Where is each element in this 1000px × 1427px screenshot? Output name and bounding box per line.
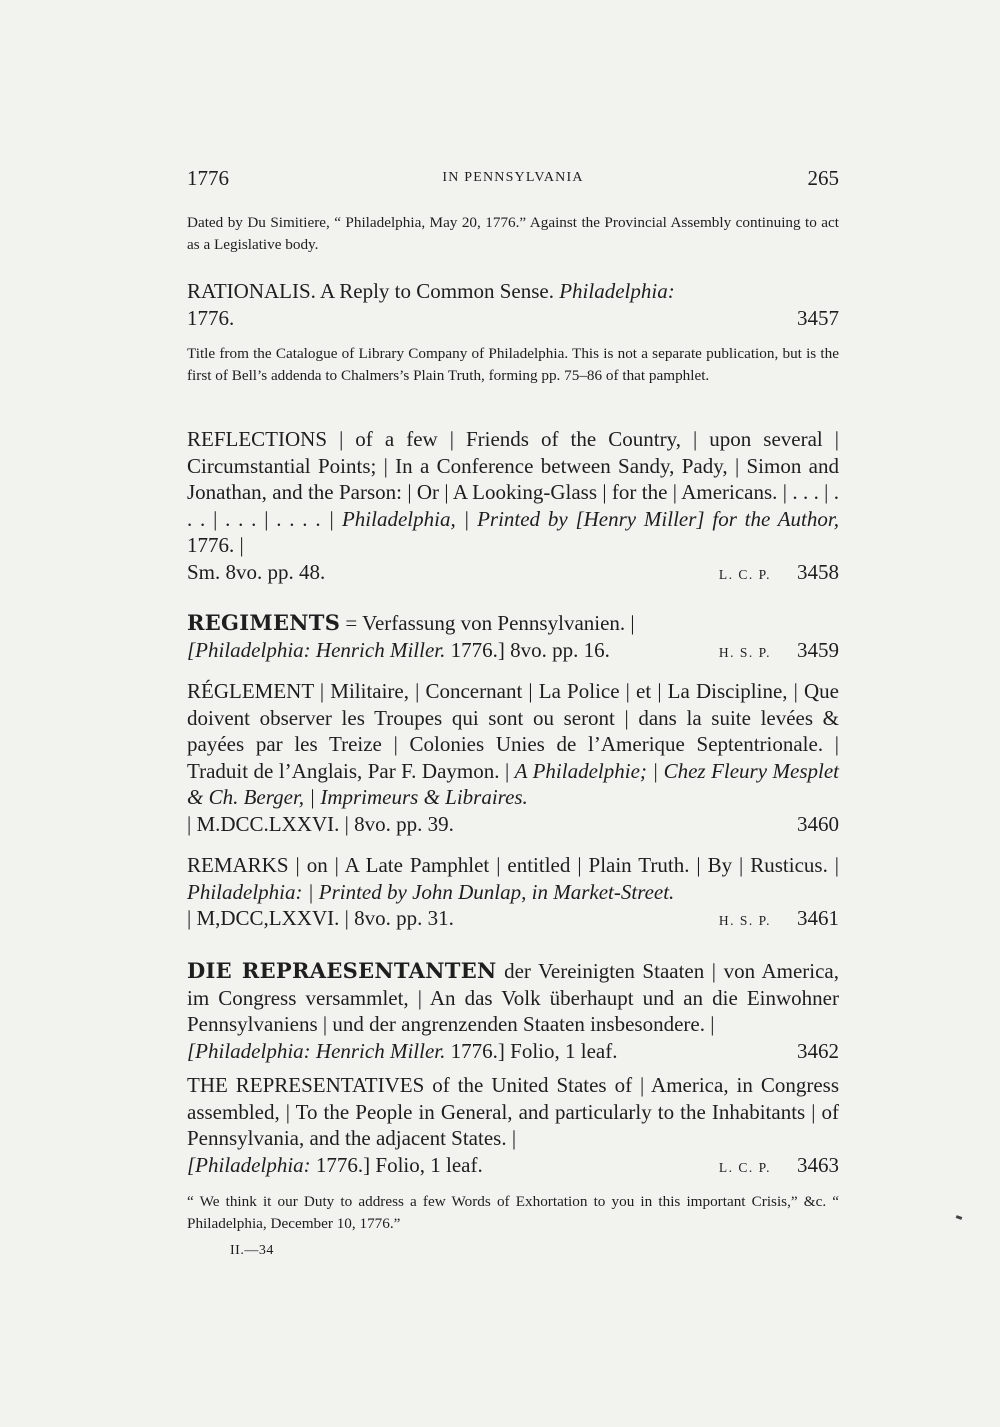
entry-tail: | M,DCC,LXXVI. | 8vo. pp. 31. [187,906,454,931]
entry-title: THE REPRESENTATIVES [187,1073,425,1097]
entry-imprint: [Philadelphia: Henrich Miller. [187,637,446,662]
library-code: H. S. P. [718,913,771,929]
entry-imprint: | Philadelphia, | [328,506,470,531]
entry-number: 3461 [797,906,839,931]
entry-3463-note: “ We think it our Duty to address a few Words of Exhortation to you in this important Crisis,” &c. “ Philadelphia, December 10, 1776.” [187,1193,839,1232]
entry-imprint: Philadelphia: | Printed by John Dunlap, in Market-Street. [187,879,675,904]
library-code: L. C. P. [718,566,771,582]
entry-3459 [187,610,839,666]
entry-title: RATIONALIS. [187,279,316,303]
entry-imprint: A Philadelphie; | Chez Fleury Mesplet & Ch. Berger, | Imprimeurs & Libraires. [187,758,839,810]
entry-number: 3462 [797,1038,839,1063]
entry-text: | of a few | Friends of the Country, | upon several | Circumstantial Points; | In a Conference between Sandy, Pady, | Simon and Jonathan, and the Parson: | Or | A Looking-Glass | for the | Americans. | . . . | . . . | . . . | . . . . [187,427,839,531]
signature-mark: II.—34 [230,1243,274,1258]
entry-title: REMARKS [187,853,289,877]
entry-imprint: [Philadelphia: [187,1152,311,1177]
page-number: 265 [807,166,839,190]
entry-imprint: Philadelphia: [559,279,675,303]
entry-text: of the United States of | America, in Congress assembled, | To the People in General, and particularly to the Inhabitants | of Pennsylvania, and the adjacent States. | [187,1073,839,1151]
entry-number: 3457 [797,305,839,330]
entry-number: 3458 [797,559,839,584]
entry-number: 3460 [797,811,839,836]
entry-title: REGIMENTS [187,610,341,635]
intro-note: Dated by Du Simitiere, “ Philadelphia, May 20, 1776.” Against the Provincial Assembly continuing to act as a Legislative body. [187,214,839,253]
entry-imprint-printer: Printed by [Henry Miller] for the Author, [477,506,839,531]
entry-3457-note: Title from the Catalogue of Library Company of Philadelphia. This is not a separate publication, but is the first of Bell’s addenda to Chalmers’s Plain Truth, forming pp. 75–86 of that pamphlet. [187,345,839,384]
entry-imprint-year: 1776. | [187,533,244,558]
entry-title: REFLECTIONS [187,427,328,451]
library-code: L. C. P. [718,1159,771,1175]
entry-3460 [187,678,839,838]
running-header [187,166,839,196]
entry-text: = Verfassung von Pennsylvanien. | [345,611,635,635]
entry-3463 [187,1072,839,1181]
entry-text: der Vereinigten Staaten | von America, im Congress versammlet, | An das Volk überhaupt und an die Einwohner Pennsylvaniens | und der angrenzenden Staaten insbesondere. | [187,959,840,1037]
entry-3458 [187,426,839,589]
header-year: 1776 [187,166,229,190]
entry-tail: 1776. [187,305,235,330]
entry-text: | Militaire, | Concernant | La Police | et | La Discipline, | Que doivent observer les Troupes qui sont ou seront | dans la suite levées & payées par les Treize | Colonies Unies de l’Amerique Septentrionale. | Traduit de l’Anglais, Par F. Daymon. | [187,679,839,783]
entry-text: | on | A Late Pamphlet | entitled | Plain Truth. | By | Rusticus. | [295,853,840,877]
header-title: IN PENNSYLVANIA [442,170,584,185]
entry-title: RÉGLEMENT [187,679,314,703]
entry-title: DIE REPRAESENTANTEN [187,958,497,983]
entry-3457 [187,278,839,331]
entry-tail: 1776.] 8vo. pp. 16. [450,637,610,662]
entry-3461 [187,852,839,935]
entry-tail: Sm. 8vo. pp. 48. [187,559,326,584]
entry-number: 3459 [797,637,839,662]
entry-number: 3463 [797,1152,839,1177]
entry-tail: 1776.] Folio, 1 leaf. [450,1038,618,1063]
entry-imprint: [Philadelphia: Henrich Miller. [187,1038,446,1063]
entry-3462 [187,958,839,1064]
entry-text: A Reply to Common Sense. [320,279,554,303]
entry-tail: 1776.] Folio, 1 leaf. [315,1152,483,1177]
ink-speck [956,1215,963,1220]
entry-tail: | M.DCC.LXXVI. | 8vo. pp. 39. [187,811,454,836]
library-code: H. S. P. [718,644,771,660]
